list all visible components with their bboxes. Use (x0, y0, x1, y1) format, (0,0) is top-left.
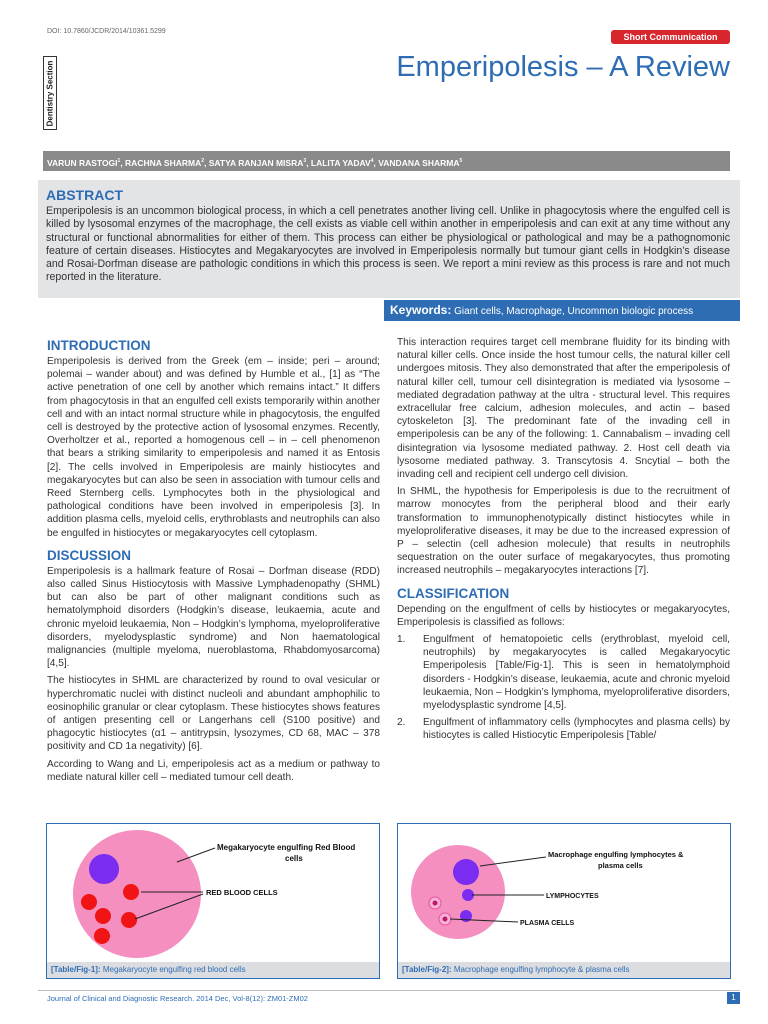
author-name: RACHNA SHARMA (125, 157, 202, 168)
author-affiliation: 3 (303, 158, 307, 164)
list-item (397, 633, 730, 712)
left-column (47, 338, 380, 788)
macrophage-diagram (398, 824, 730, 962)
author-name: VARUN RASTOGI (47, 157, 118, 168)
classification-intro: Depending on the engulfment of cells by histiocytes or megakaryocytes, Emperipolesis is classified as follows: (397, 603, 730, 628)
keywords-label: Keywords: (390, 303, 452, 317)
body-paragraph: This interaction requires target cell membrane fluidity for its binding with natural killer cells. Once inside the host tumour cells, the natural killer cell undergoes mitosis. They also demonstrated that after the emperipolesis of natural killer cell, tumour cell disintegration is mediated via lysosome – mediated degradation pathway at the ultra - structural level. This requires extracellular free calcium, adhesion molecules, and actin – based cytoskeleton [3]. The predominant fate of the invading cell in emperipolesis can be any of the following: 1. Cannabalism – invading cell disintegration via lysosome mediated pathway. 2. Host cell death via lysosome mediated pathway. 3. Transcytosis 4. Sncytial – both the invading cell and recipient cell undergo cell division. (397, 337, 730, 481)
red-blood-cell (123, 884, 139, 900)
caption-reference: [Table/Fig-1]: (51, 965, 101, 974)
author-affiliation: 2 (201, 158, 205, 164)
author-name: LALITA YADAV (310, 157, 371, 168)
diagram-title-line-1: Macrophage engulfing lymphocytes & (548, 850, 684, 859)
red-blood-cell (94, 928, 110, 944)
megakaryocyte-nucleus (89, 854, 119, 884)
red-blood-cell (121, 912, 137, 928)
plasma-cell-nucleus (443, 917, 448, 922)
figure-2-caption (398, 962, 730, 978)
author-bar: VARUN RASTOGI$^1$, RACHNA SHARMA$^2$, SATYA RANJAN MISRA$^3$, LALITA YADAV$^4$, VANDANA SHARMA$^5$ (43, 151, 730, 171)
macrophage-nucleus (453, 859, 479, 885)
caption-text: Megakaryocyte engulfing red blood cells (102, 965, 246, 974)
abstract-heading: ABSTRACT (46, 187, 123, 203)
author-affiliation: 4 (370, 158, 374, 164)
list-item-number: 2. (397, 717, 406, 729)
figure-2 (397, 823, 731, 979)
classification-heading: CLASSIFICATION (397, 585, 510, 601)
introduction-paragraph: Emperipolesis is derived from the Greek (em – inside; peri – around; polemai – wander about) and was defined by Humble et al., [1] as “The active penetration of one cell by another which remains intact.” It differs from phagocytosis in that an engulfed cell exists temporarily within another cell and with an intact normal structure while in phagocytosis, the engulfed cell is destroyed by the protective action of lysosomal enzymes. Recently, Overholtzer et al., reported a homogenous cell – in – cell phenomenon that bears a striking similarity to emperipolesis and named it as Entosis [2]. The cells involved in Emperipolesis are mainly histiocytes and megakaryocytes but can also be seen in association with tumour cells and Reed Sternberg cells. Lymphocytes both in the physiological and pathological conditions have been involved in emperipolesis [3]. In addition plasma cells, myeloid cells, erythroblasts and neutrophils can also be engulfed in histiocytes or megakaryocytes cell cytoplasm. (47, 356, 380, 539)
section-tag (43, 56, 57, 130)
macrophage-cell (411, 845, 505, 939)
page-number: 1 (727, 992, 740, 1004)
abstract-box (38, 180, 740, 298)
article-title: Emperipolesis – A Review (396, 51, 730, 83)
figure-1-caption (47, 962, 379, 978)
list-item-number: 1. (397, 634, 406, 646)
footer-divider (38, 990, 740, 991)
plasma-cells-label: PLASMA CELLS (520, 920, 575, 927)
body-paragraph: In SHML, the hypothesis for Emperipolesis is due to the recruitment of marrow monocytes from the peripheral blood and their early transformation to immunophenotypically distinct histiocytes while in myeloproliferative diseases, it may be due to the increased expression of P – selectin (cell adhesion molecule) that results in neutrophils sequestration on the outer surface of megakaryocytes, thus promoting increased neutrophils – megakaryocytes interactions [7]. (397, 486, 730, 577)
keywords-bar (384, 300, 740, 321)
section-tag-label: Dentistry Section (45, 60, 55, 126)
diagram-title-line-2: cells (285, 854, 303, 863)
red-blood-cell (81, 894, 97, 910)
lymphocytes-label: LYMPHOCYTES (546, 893, 599, 900)
author-name: SATYA RANJAN MISRA (208, 157, 304, 168)
discussion-paragraph: Emperipolesis is a hallmark feature of Rosai – Dorfman disease (RDD) also called Sinus Histiocytosis with Massive Lymphadenopathy (SHML) but can also be part of other malignant conditions such as hematolymphoid disorders (Hodgkin’s disease, leukaemia, acute and chronic myeloid leukaemia, Non – Hodgkin’s lymphoma, myeloproliferative disorders, myelodysplastic syndrome) and Non haematological malignancies (multiple myeloma, nueroblastoma, Rhabdomyosarcoma) [4,5]. (47, 565, 380, 670)
megakaryocyte-diagram (47, 824, 379, 962)
introduction-heading: INTRODUCTION (47, 338, 151, 353)
diagram-title-line-1: Megakaryocyte engulfing Red Blood (217, 843, 356, 852)
plasma-cell-nucleus (433, 901, 438, 906)
author-affiliation: 5 (459, 158, 463, 164)
rbc-label: RED BLOOD CELLS (206, 888, 278, 897)
journal-citation: Journal of Clinical and Diagnostic Research. 2014 Dec, Vol-8(12): ZM01-ZM02 (47, 994, 308, 1003)
author-name: VANDANA SHARMA (378, 157, 460, 168)
article-type-badge: Short Communication (611, 30, 730, 44)
list-item-text: Engulfment of hematopoietic cells (erythroblast, myeloid cell, neutrophils) by megakaryocytes is called Megakaryocytic Emperipolesis [Table/Fig-1]. This is seen in hematolymphoid disorders - Hodgkin’s disease, leukaemia, acute and chronic myeloid leukaemia, Non – Hodgkin’s lymphoma, myeloproliferative disorders, myelodysplastic syndrome [4,5]. (423, 634, 730, 712)
diagram-title-line-2: plasma cells (598, 861, 643, 870)
discussion-paragraph: The histiocytes in SHML are characterized by round to oval vesicular or hyperchromatic nuclei with distinct nucleoli and abundant amphophilic to eosinophilic granular or clear cytoplasm. These histiocytes shows features of antigen presenting cell or Langerhans cell (S100 positive) and phagocytic histiocytes (α1 – antitrypsin, lysozymes, CD 68, MAC – 378 positivity and CD 1a negativity) [6]. (47, 675, 380, 753)
keywords-text: Giant cells, Macrophage, Uncommon biologic process (454, 306, 694, 317)
discussion-heading: DISCUSSION (47, 547, 132, 563)
discussion-paragraph: According to Wang and Li, emperipolesis act as a medium or pathway to mediate natural killer cell – mediated tumour cell death. (47, 758, 380, 783)
red-blood-cell (95, 908, 111, 924)
author-affiliation: 1 (117, 158, 121, 164)
doi-text: DOI: 10.7860/JCDR/2014/10361.5299 (47, 28, 166, 35)
classification-list (397, 633, 730, 743)
list-item (397, 716, 730, 742)
figure-1 (46, 823, 380, 979)
right-column (397, 336, 730, 747)
caption-text: Macrophage engulfing lymphocyte & plasma cells (453, 965, 630, 974)
caption-reference: [Table/Fig-2]: (402, 965, 452, 974)
list-item-text: Engulfment of inflammatory cells (lymphocytes and plasma cells) by histiocytes is called Histiocytic Emperipolesis [Table/ (423, 717, 730, 742)
abstract-text: Emperipolesis is an uncommon biological process, in which a cell penetrates another living cell. Unlike in phagocytosis where the engulfed cell is killed by lysosomal enzymes of the macrophage, the cell exists as viable cell within another in emperipolesis and can exit at any time without any structural or functional abnormalities for either of them. This process can either be physiological or pathological and may be a pathognomonic feature of certain diseases. Histiocytes and Megakaryocytes are involved in Emperipolesis normally but tumour giant cells in Hodgkin’s disease and Rosai-Dorfman disease are pathologic conditions in which this process is seen. We report a mini review as this process is rare and not much reported in the literature. (46, 205, 730, 284)
